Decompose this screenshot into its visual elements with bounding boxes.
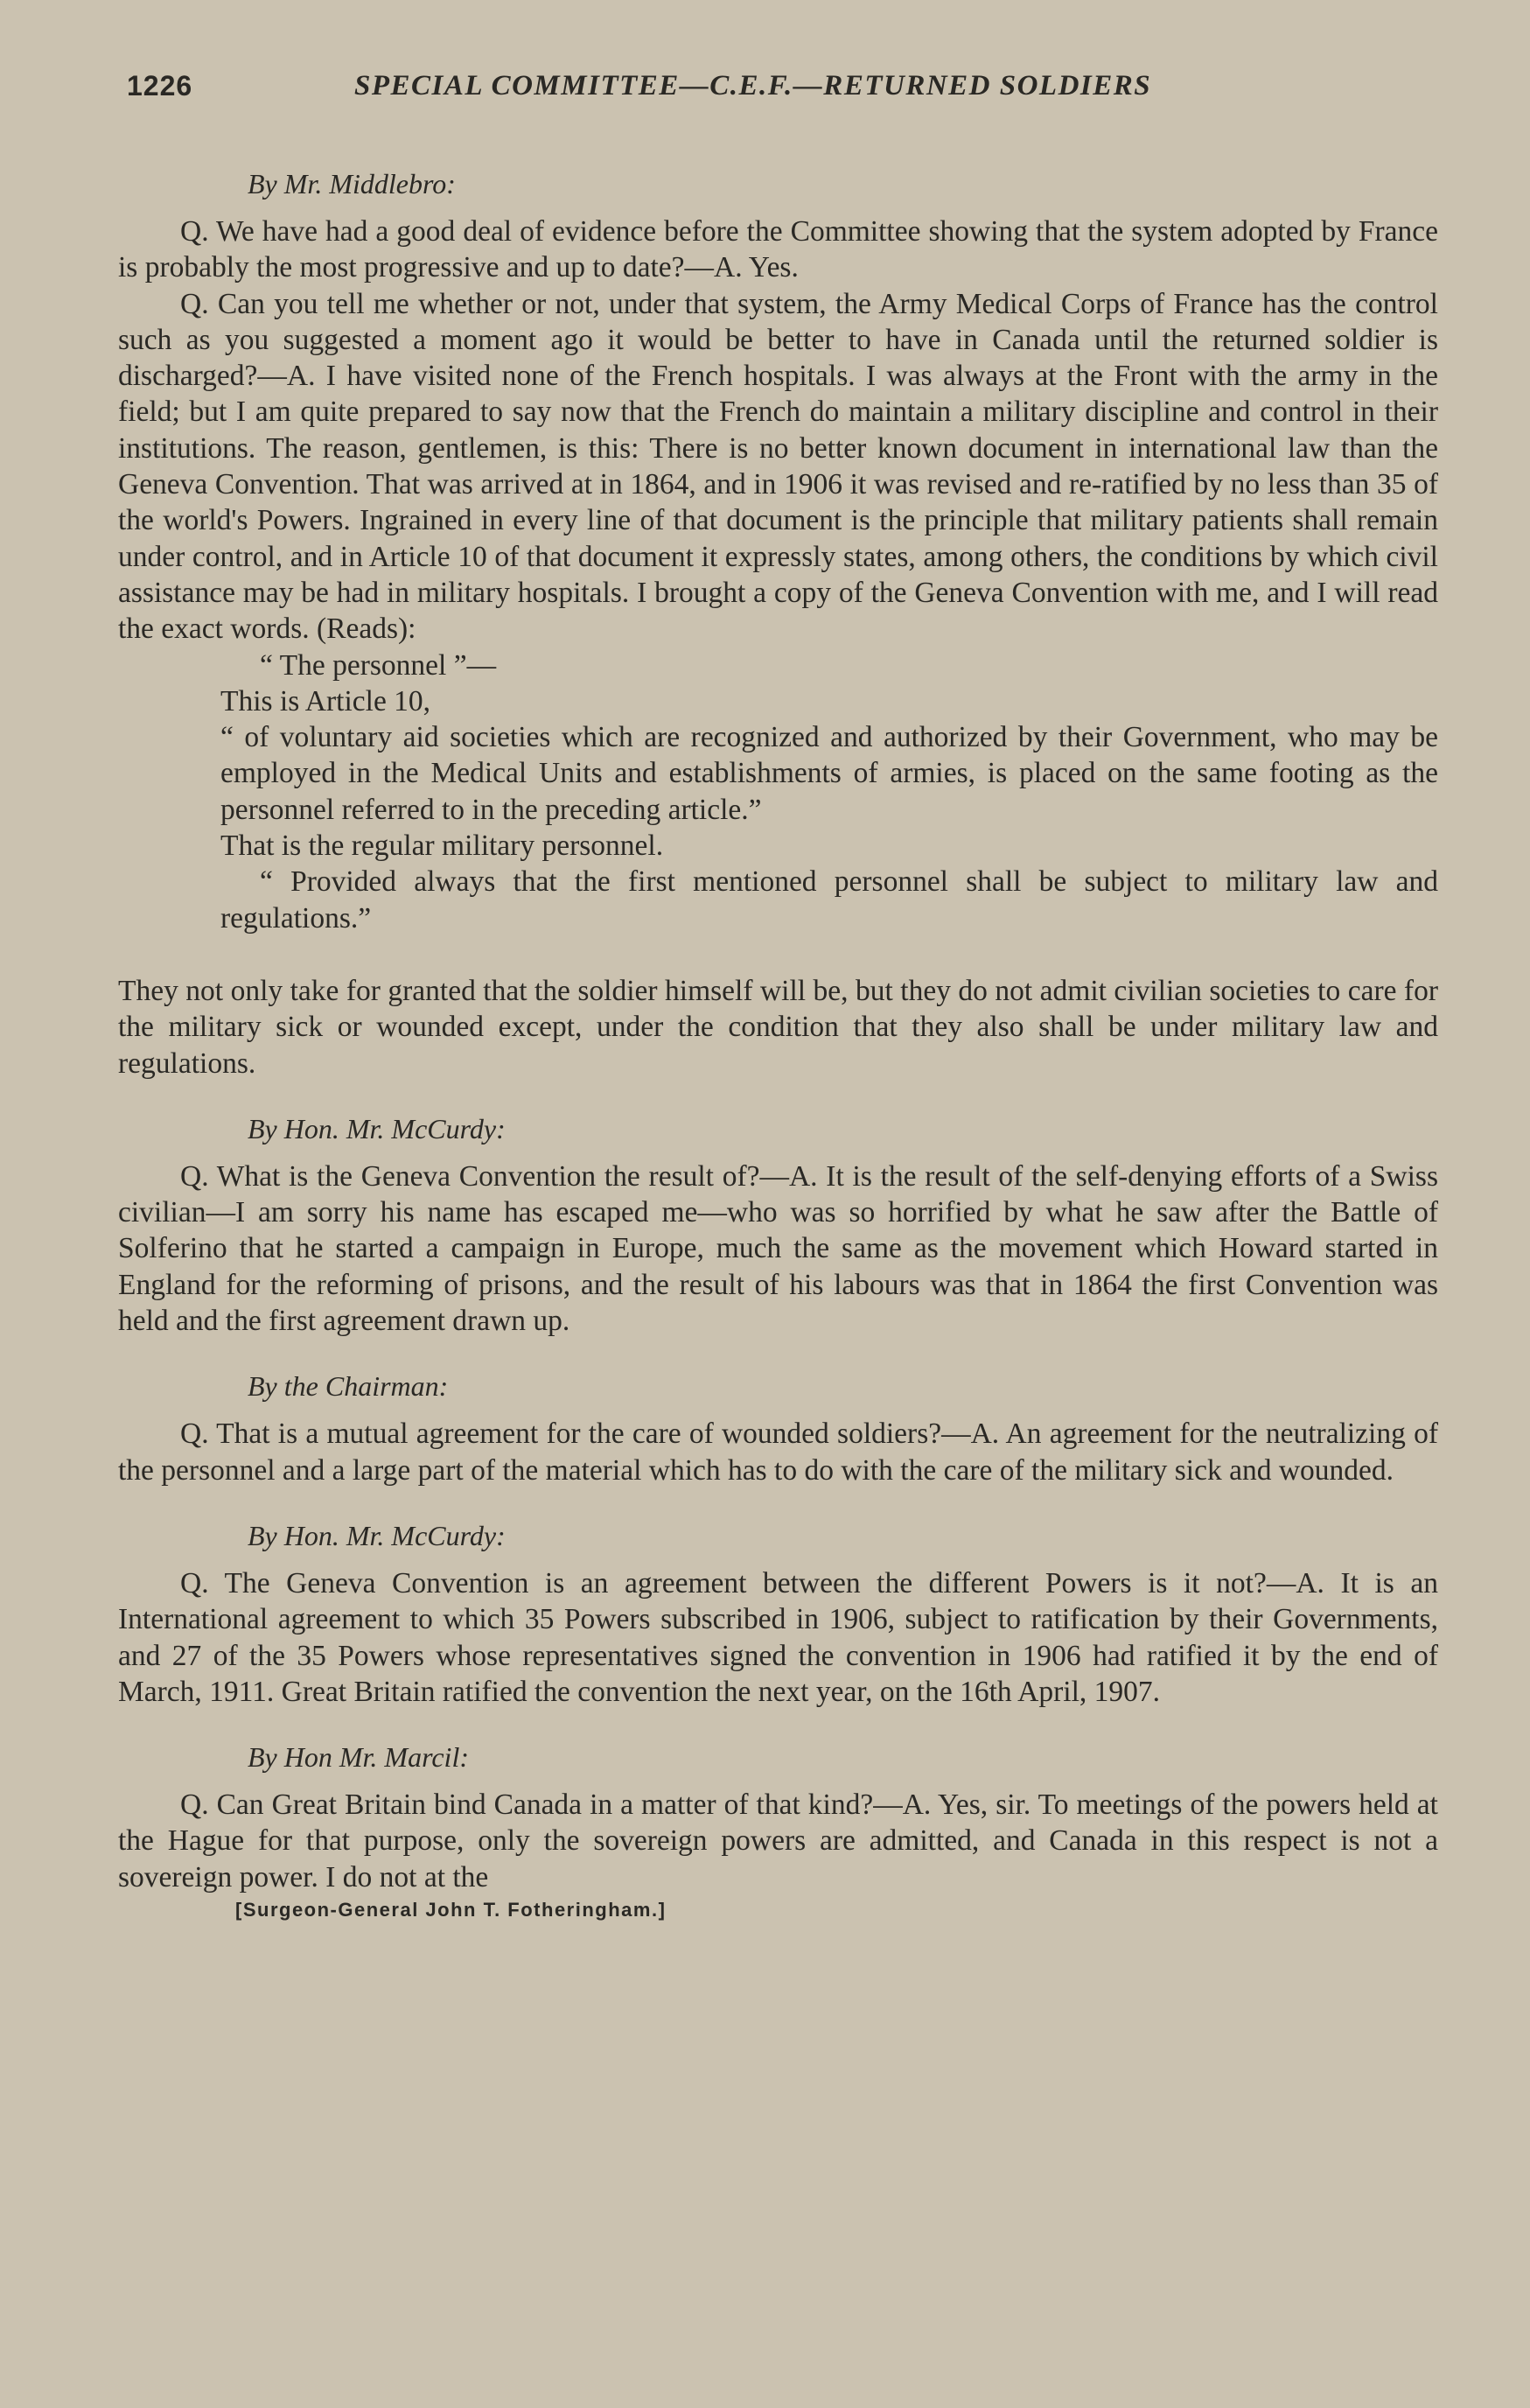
speaker-heading: By Hon Mr. Marcil: xyxy=(248,1741,469,1774)
question-answer-paragraph: Q. The Geneva Convention is an agreement between the different Powers is it not?—A. It is an International agreement to which 35 Powers subscribed in 1906, subject to ratification by their Governments, and 27 of the 35 Powers whose representatives signed the convention in 1906 had ratified it by the end of March, 1911. Great Britain ratified the convention the next year, on the 16th April, 1907. xyxy=(118,1566,1438,1708)
quote-line: This is Article 10, xyxy=(220,684,431,718)
question-answer-paragraph: Q. Can Great Britain bind Canada in a matter of that kind?—A. Yes, sir. To meetings of the powers held at the Hague for that purpose, only the sovereign powers are admitted, and Canada in this respect is not a sovereign power. I do not at the xyxy=(118,1788,1438,1894)
page-header xyxy=(118,61,1438,105)
page-number: 1226 xyxy=(127,70,193,102)
testimony-body xyxy=(118,166,1438,1922)
speaker-heading: By the Chairman: xyxy=(248,1370,449,1403)
quote-line: “ of voluntary aid societies which are recognized and authorized by their Government, who may be employed in the Medical Units and establishments of armies, is placed on the same footing as the personnel referred to in the preceding article.” xyxy=(220,721,1438,826)
question-answer-paragraph: Q. Can you tell me whether or not, under that system, the Army Medical Corps of France has the control such as you suggested a moment ago it would be better to have in Canada until the returned soldier is discharged?—A. I have visited none of the French hospitals. I was always at the Front with the army in the field; but I am quite prepared to say now that the French do maintain a military discipline and control in their institutions. The reason, gentlemen, is this: There is no better known document in international law than the Geneva Convention. That was arrived at in 1864, and in 1906 it was revised and re-ratified by no less than 35 of the world's Powers. Ingrained in every line of that document is the principle that military patients shall remain under control, and in Article 10 of that document it expressly states, among others, the conditions by which civil assistance may be had in military hospitals. I brought a copy of the Geneva Convention with me, and I will read the exact words. (Reads): xyxy=(118,287,1438,646)
question-answer-paragraph: Q. We have had a good deal of evidence before the Committee showing that the system adopted by France is probably the most progressive and up to date?—A. Yes. xyxy=(118,215,1438,284)
article-quotation xyxy=(118,648,1438,936)
quote-line: “ The personnel ”— xyxy=(260,648,497,682)
running-title: SPECIAL COMMITTEE—C.E.F.—RETURNED SOLDIERS xyxy=(354,70,1152,102)
witness-footer: [Surgeon-General John T. Fotheringham.] xyxy=(235,1898,667,1921)
speaker-heading: By Hon. Mr. McCurdy: xyxy=(248,1112,506,1144)
speaker-heading: By Hon. Mr. McCurdy: xyxy=(248,1519,506,1551)
closing-paragraph: They not only take for granted that the soldier himself will be, but they do not admit civilian societies to care for the military sick or wounded except, under the condition that they also shall be under military law and regulations. xyxy=(118,974,1438,1080)
quote-line: That is the regular military personnel. xyxy=(220,830,664,863)
question-answer-paragraph: Q. That is a mutual agreement for the care of wounded soldiers?—A. An agreement for the neutralizing of the personnel and a large part of the material which has to do with the care of the military sick and wounded. xyxy=(118,1418,1438,1487)
quote-line: “ Provided always that the first mentioned personnel shall be subject to military law and regulations.” xyxy=(220,865,1438,934)
speaker-heading: By Mr. Middlebro: xyxy=(248,168,456,200)
question-answer-paragraph: Q. What is the Geneva Convention the result of?—A. It is the result of the self-denying efforts of a Swiss civilian—I am sorry his name has escaped me—who was so horrified by what he saw after the Battle of Solferino that he started a campaign in Europe, much the same as the movement which Howard started in England for the reforming of prisons, and the result of his labours was that in 1864 the first Convention was held and the first agreement drawn up. xyxy=(118,1159,1438,1338)
